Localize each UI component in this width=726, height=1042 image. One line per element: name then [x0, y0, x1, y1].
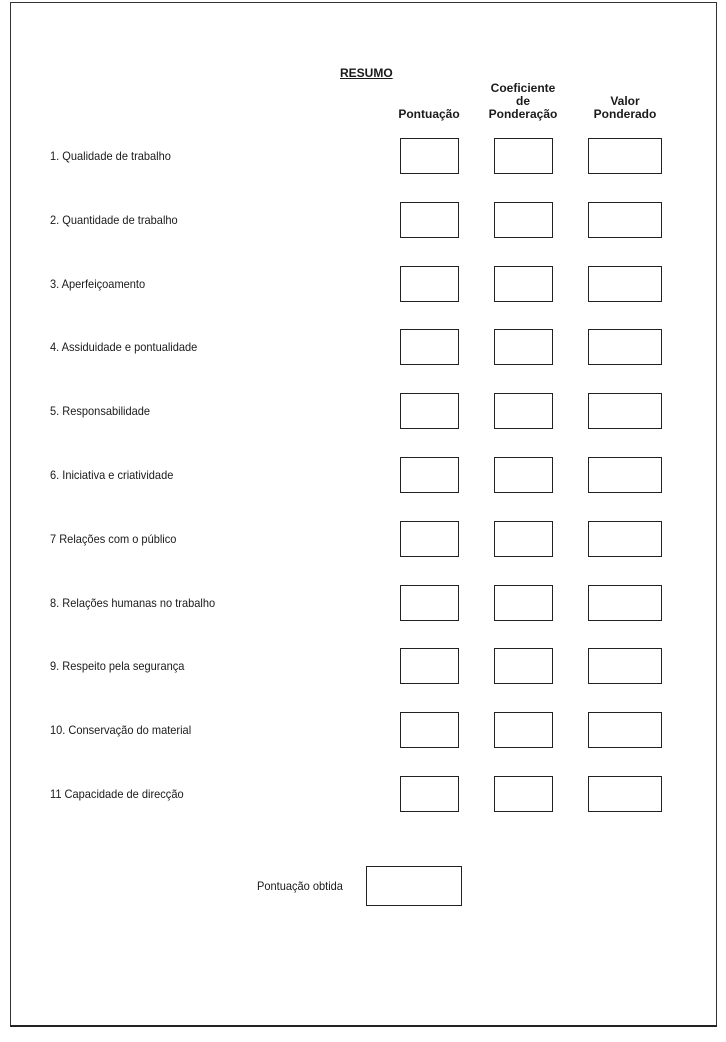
weighted-value-field[interactable] — [588, 712, 662, 748]
coefficient-field[interactable] — [494, 712, 553, 748]
weighted-value-field[interactable] — [588, 521, 662, 557]
coefficient-field[interactable] — [494, 457, 553, 493]
criterion-label: 9. Respeito pela segurança — [50, 659, 185, 674]
weighted-value-field[interactable] — [588, 266, 662, 302]
coefficient-field[interactable] — [494, 776, 553, 812]
coefficient-field[interactable] — [494, 648, 553, 684]
criterion-label: 7 Relações com o público — [50, 531, 177, 546]
coefficient-field[interactable] — [494, 585, 553, 621]
criterion-label: 4. Assiduidade e pontualidade — [50, 340, 198, 355]
column-header-line: Valor — [610, 94, 640, 108]
score-field[interactable] — [400, 776, 459, 812]
weighted-value-field[interactable] — [588, 776, 662, 812]
score-field[interactable] — [400, 521, 459, 557]
criterion-label: 6. Iniciativa e criatividade — [50, 468, 174, 482]
column-header-line: Coeficiente — [490, 81, 556, 95]
column-header-score: Pontuação — [398, 107, 460, 121]
criterion-label: 3. Aperfeiçoamento — [50, 276, 146, 291]
score-field[interactable] — [400, 712, 459, 748]
coefficient-field[interactable] — [494, 202, 553, 238]
score-field[interactable] — [400, 138, 459, 174]
score-field[interactable] — [400, 202, 459, 238]
weighted-value-field[interactable] — [588, 457, 662, 493]
score-field[interactable] — [400, 266, 459, 302]
total-score-label: Pontuação obtida — [257, 879, 343, 893]
weighted-value-field[interactable] — [588, 202, 662, 238]
column-header-line: de — [515, 94, 530, 108]
criterion-label: 10. Conservação do material — [50, 723, 192, 738]
weighted-value-field[interactable] — [588, 585, 662, 621]
weighted-value-field[interactable] — [588, 329, 662, 365]
score-field[interactable] — [400, 393, 459, 429]
coefficient-field[interactable] — [494, 138, 553, 174]
score-field[interactable] — [400, 648, 459, 684]
score-field[interactable] — [400, 585, 459, 621]
weighted-value-field[interactable] — [588, 648, 662, 684]
column-header-weighted — [584, 95, 666, 121]
column-header-coefficient — [482, 82, 564, 121]
coefficient-field[interactable] — [494, 329, 553, 365]
column-header-line: Ponderação — [488, 107, 558, 121]
column-header-line: Ponderado — [593, 107, 657, 121]
weighted-value-field[interactable] — [588, 393, 662, 429]
score-field[interactable] — [400, 329, 459, 365]
criterion-label: 1. Qualidade de trabalho — [50, 149, 171, 163]
form-title: RESUMO — [340, 66, 393, 80]
total-score-field[interactable] — [366, 866, 462, 906]
coefficient-field[interactable] — [494, 393, 553, 429]
criterion-label: 8. Relações humanas no trabalho — [50, 595, 216, 610]
score-field[interactable] — [400, 457, 459, 493]
criterion-label: 5. Responsabilidade — [50, 404, 151, 419]
criterion-label: 11 Capacidade de direcção — [50, 787, 184, 801]
weighted-value-field[interactable] — [588, 138, 662, 174]
coefficient-field[interactable] — [494, 266, 553, 302]
coefficient-field[interactable] — [494, 521, 553, 557]
criterion-label: 2. Quantidade de trabalho — [50, 212, 178, 227]
